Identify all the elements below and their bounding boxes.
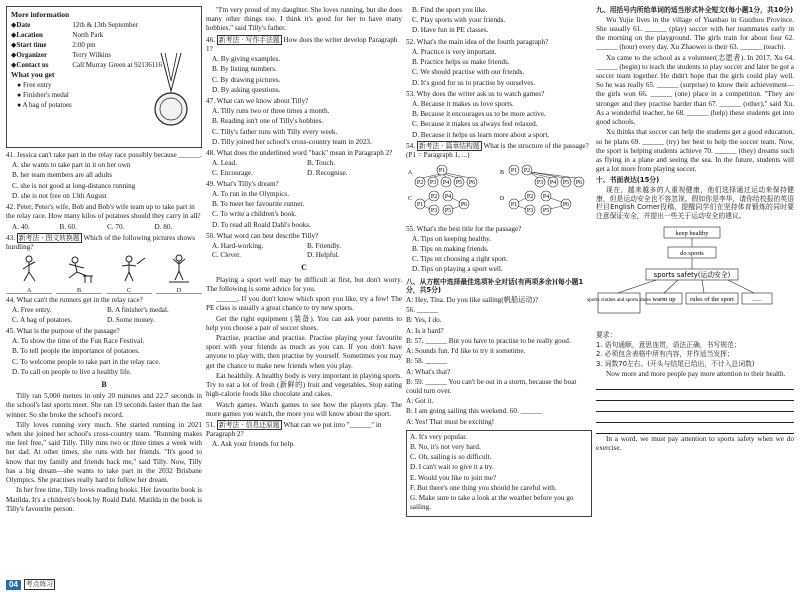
passage-c-p4: Practise, practise and practise. Practise playing your favourite sport with your friends as much as you can. If you don't have anyone to play with, then practise by yourself. Sometimes you may get the chance to make new friends when you play. <box>206 334 402 370</box>
q46-option: B. By listing numbers. <box>212 65 277 74</box>
q50-options: A. Hard-working. B. Friendly. <box>212 242 342 251</box>
struct-node: P6 <box>575 180 583 187</box>
struct-option-d <box>509 191 571 215</box>
struct-option-a <box>415 165 477 187</box>
writing-line[interactable] <box>596 391 794 401</box>
q55-option: B. Tips on making friends. <box>412 244 489 253</box>
q45-option: D. To call on people to live a healthy life. <box>12 367 132 376</box>
struct-node: P1 <box>510 202 518 209</box>
q51-option: B. Find the sport you like. <box>412 6 488 14</box>
dialogue-line: B: 57. ______ But you have to practise to be really good. <box>406 336 571 345</box>
q45-stem: 45. What is the purpose of the passage? <box>6 326 120 335</box>
q55-option: D. Tips on playing a sport well. <box>412 265 503 274</box>
passage-b-label: B <box>101 379 107 389</box>
q41-option: C. she is not good at long-distance running <box>12 181 136 190</box>
struct-node: P5 <box>444 208 452 215</box>
dialogue-line: 56. ______ <box>406 306 439 315</box>
q55-option: C. Tips on choosing a right sport. <box>412 255 508 264</box>
mindmap-leaf-3: rules of the sport <box>690 295 734 303</box>
dialogue-line: B: Yes, I do. <box>406 316 442 325</box>
writing-line[interactable] <box>596 413 794 423</box>
struct-node: P3 <box>526 208 534 215</box>
q55-stem: 55. What's the best title for the passage? <box>406 224 522 233</box>
dialogue-option: F. But there's one thing you should be careful with. <box>410 483 557 492</box>
writing-closing: In a word, we must pay attention to sports safety when we do exercise. <box>596 435 794 453</box>
q41-option: B. her team members are all adults <box>12 171 112 180</box>
struct-node: P3 <box>429 180 437 187</box>
struct-letter: C <box>407 196 413 203</box>
struct-node: P2 <box>526 194 534 201</box>
writing-opening: Now more and more people pay more attention to their health. <box>606 369 786 378</box>
dialogue-options-box <box>406 430 592 517</box>
q53-option: D. Because it helps us learn more about a sport. <box>412 130 550 139</box>
q45-option: B. To tell people the importance of potatoes. <box>12 347 140 356</box>
struct-node: P5 <box>542 208 550 215</box>
q47-stem: 47. What can we know about Tilly? <box>206 96 309 105</box>
info-title: More information <box>11 10 70 19</box>
q46-option: D. By asking questions. <box>212 85 281 94</box>
picture-b: B <box>56 254 102 294</box>
q51-option: D. Have fun in PE classes. <box>412 26 489 35</box>
q50-stem: 50. What word can best describe Tilly? <box>206 231 319 240</box>
q53-option: A. Because it makes us love sports. <box>412 99 514 108</box>
dialogue-line: A: Got it. <box>406 397 434 406</box>
q55-option: A. Tips on keeping healthy. <box>412 234 491 243</box>
q47-option: C. Tilly's father runs with Tilly every week. <box>212 127 338 136</box>
struct-node: P3 <box>430 208 438 215</box>
requirement: 1. 语句通顺，意思连贯，语法正确，书写规范； <box>596 340 741 349</box>
q49-option: B. To meet her favourite runner. <box>212 200 305 209</box>
dialogue-line: B: 59. ______ You can't be out in a storm, because the boat could turn over. <box>406 377 577 395</box>
writing-mindmap <box>587 225 794 325</box>
info-row: ◆Date 12th & 13th September <box>11 20 138 29</box>
q42-stem: 42. Peter, Peter's wife, Bob and Bob's wife team up to take part in the relay race. How many kilos of potatoes should they carry in all? <box>6 203 201 221</box>
mindmap-leaf-4: ...... <box>752 295 762 303</box>
dialogue-line: A: Is it hard? <box>406 326 444 335</box>
struct-node: P2 <box>430 194 438 201</box>
dialogue-option: G. Make sure to take a look at the weather before you go sailing. <box>410 494 574 512</box>
page-label: 考点练习 <box>25 580 54 589</box>
column-4 <box>587 6 794 454</box>
dialogue-option: E. Would you like to join me? <box>410 473 497 482</box>
dialogue-line: A: What's that? <box>406 367 451 376</box>
page-footer <box>6 579 55 590</box>
mindmap-leaf-1: sports clothes and sports shoes <box>587 296 651 303</box>
struct-node: P3 <box>536 180 544 187</box>
page-number: 04 <box>6 580 21 590</box>
q41-option: D. she is not free on 13th August <box>12 191 107 200</box>
q49-option: A. To run in the Olympics. <box>212 189 290 198</box>
q43-stem: 43. 新考法 · 图文转换题 Which of the following pictures shows hurdling? <box>6 233 196 251</box>
dialogue-line: B: I am going sailing this weekend. 60. ______ <box>406 407 543 416</box>
passage-b-p2: Tilly loves running very much. She started running in 2021 when she joined her school's cross-country team. "Running makes me feel free," said Tilly. Tilly runs two or three times a week with her dad. At other times, she runs with her friends. "It's good to know that my family and friends back me," said Tilly. Now, Tilly has a big dream—she wants to take part in the 2032 Brisbane Olympics. She practises really hard to follow her dream. <box>6 420 202 485</box>
struct-node: P1 <box>416 202 424 209</box>
section-9-p1: Wu Yujie lives in the village of Yuanbao in Guizhou Province. She usually 61. ______ (play) soccer with her teammates early in the morning on the playground. The girls train for about four 62. ______ (hour) every day. Xu Zhaowei is their 63. ______ (teach). <box>596 15 794 52</box>
struct-node: P2 <box>416 180 424 187</box>
q49-option: D. To read all Roald Dahl's books. <box>212 220 311 229</box>
dialogue-option: A. It's very popular. <box>410 432 467 441</box>
section-9-p3: Xu thinks that soccer can help the students get a good education, so he plans 69. ______ (try) her best to help the soccer team. Now, the sport is helping students achieve 70. ______ (they) dreams such as flying in a plane and seeing the sea. In the future, students will get a lot more from playing soccer. <box>596 128 794 174</box>
struct-node: P5 <box>562 180 570 187</box>
q52-option: C. We should practise with our friends. <box>412 68 525 77</box>
requirements-title: 要求： <box>596 331 617 340</box>
q53-option: C. Because it makes us always feel relaxed. <box>412 120 538 129</box>
struct-node: P1 <box>438 168 446 175</box>
struct-node: P2 <box>523 168 531 175</box>
section-8-title: 八、从方框中选择最佳选项补全对话(有两项多余)(每小题1分，共5分) <box>406 277 584 295</box>
picture-d: D <box>156 254 202 294</box>
struct-letter: D <box>499 196 505 203</box>
q52-stem: 52. What's the main idea of the fourth paragraph? <box>406 37 549 46</box>
picture-a: A <box>6 254 52 294</box>
struct-node: P5 <box>455 180 463 187</box>
q46-option: C. By drawing pictures. <box>212 75 281 84</box>
q47-option: D. Tilly joined her school's cross-country team in 2023. <box>212 137 372 146</box>
passage-c-p1: Playing a sport well may be difficult at first, but don't worry. The following is some advice for you. <box>206 275 402 293</box>
q51-option: A. Ask your friends for help. <box>212 440 295 449</box>
passage-b-p4: "I'm very proud of my daughter. She loves running, but she does many other things too. I think it's good for her to have many hobbies," said Tilly's father. <box>206 6 402 33</box>
passage-c-p6: Watch games. Watch games to see how the players play. The more games you watch, the more you will know about the sport. <box>206 400 402 418</box>
struct-node: P6 <box>460 202 468 209</box>
struct-node: P4 <box>444 194 452 201</box>
struct-node: P4 <box>549 180 557 187</box>
q45-option: A. To show the time of the Fun Race Festival. <box>12 337 145 346</box>
q44-stem: 44. What can't the runners get in the relay race? <box>6 296 143 305</box>
struct-node: P6 <box>468 180 476 187</box>
passage-c-p2: ______. If you don't know which sport you like, try a few! The PE class is usually a great chance to try new sports. <box>206 295 402 313</box>
column-3 <box>406 6 592 517</box>
struct-node: P6 <box>562 202 570 209</box>
struct-option-b <box>509 165 584 187</box>
q43-pictures <box>6 254 202 294</box>
struct-letter: A <box>407 170 413 177</box>
requirement: 3. 词数70左右。(开头与结尾已给出，不计入总词数) <box>596 360 755 369</box>
dialogue-line: A: Hey, Tina. Do you like sailing(帆船运动)? <box>406 295 539 304</box>
info-get-title: What you get <box>11 70 55 80</box>
writing-line[interactable] <box>596 380 794 390</box>
picture-c: C <box>106 254 152 294</box>
dialogue-option: C. Oh, sailing is so difficult. <box>410 453 492 462</box>
q47-option: B. Reading isn't one of Tilly's hobbies. <box>212 117 324 126</box>
mindmap-mid: do sports <box>680 249 704 257</box>
q49-stem: 49. What's Tilly's dream? <box>206 179 279 188</box>
dialogue-line: A: Yes! That must be exciting! <box>406 417 495 426</box>
q49-option: C. To write a children's book. <box>212 210 297 219</box>
q51-option: C. Play sports with your friends. <box>412 16 506 25</box>
q50-options: C. Clever. D. Helpful. <box>212 251 340 260</box>
structure-diagram <box>406 164 592 216</box>
section-10-prompt: 现在，越来越多的人重视健康，他们选择通过运动来保持健康，但是运动安全也不容忽视。假如你是李华，请你给校报的英语栏目English Corner投稿，提醒同学们在坚持体育锻炼的同时要注意保证安全，并提出一些关于运动安全的建议。 <box>596 186 794 221</box>
writing-line[interactable] <box>596 402 794 412</box>
mindmap-safety: sports safety(运动安全) <box>653 270 731 279</box>
q54-stem: 54. 新考法 · 篇章结构题 What is the structure of the passage? (P1 = Paragraph 1, ...) <box>406 141 589 160</box>
q53-stem: 53. Why does the writer ask us to watch games? <box>406 89 545 98</box>
q52-option: A. Practice is very important. <box>412 47 497 56</box>
mindmap-root: keep healthy <box>675 229 709 237</box>
struct-node: P4 <box>442 180 450 187</box>
info-get-item: ● Free entry <box>17 81 52 90</box>
q48-options: A. Lead. B. Touch. <box>212 159 335 168</box>
requirement: 2. 必须包含表格中所有内容，并作适当发挥； <box>596 350 734 359</box>
medal-illustration <box>149 51 193 131</box>
section-9-p2: Xu came to the school as a volunteer(志愿者). In 2017, Xu 64. ______ (begin) to teach the students to play soccer and later he got a soccer team together. He didn't hope that the girls could play well. So he was really 65. ______ (surprise) to know their achievement—the girls won 66. ______ (one) place in a competition. "They are stronger and they practise harder than 67. ______ (other)," said Xu. As a wonderful teacher, he 68. ______ (help) these students get into good schools. <box>596 53 794 127</box>
q48-options: C. Encourage. D. Recognise. <box>212 168 348 177</box>
writing-line[interactable] <box>596 424 794 434</box>
q44-options: C. A bag of potatoes. D. Some money. <box>12 315 155 324</box>
section-10-title: 十、书面表达(15分) <box>596 176 660 185</box>
passage-c-p3: Get the right equipment (装备). You can ask your parents to help you choose a pair of soccer shoes. <box>206 314 402 332</box>
column-1 <box>6 6 202 515</box>
passage-c-label: C <box>301 263 307 273</box>
passage-b-p1: Tilly ran 5,000 metres in only 20 minutes and 22.7 seconds in the school's last sports meet. She ran 19 seconds faster than the last winner. So she broke the school's record. <box>6 392 202 419</box>
q47-option: A. Tilly runs two or three times a month. <box>212 107 330 116</box>
struct-node: P1 <box>510 168 518 175</box>
q46-stem: 46. 新考法 · 写作手法题 How does the writer develop Paragraph 1? <box>206 35 398 53</box>
info-row: ◆Start time 2:00 pm <box>11 40 96 49</box>
info-row: ◆Contact us Call Murray Green at 92136116 <box>11 60 162 69</box>
q41-stem: 41. Jessica can't take part in the relay race possibly because ______. <box>6 151 202 159</box>
struct-option-c <box>415 191 469 215</box>
q45-option: C. To welcome people to take part in the relay race. <box>12 357 161 366</box>
info-row: ◆Location North Park <box>11 30 104 39</box>
q53-option: B. Because it encourages us to be more active. <box>412 110 546 119</box>
dialogue-line: A: Sounds fun. I'd like to try it sometime. <box>406 347 526 356</box>
q46-option: A. By giving examples. <box>212 55 281 64</box>
struct-letter: B <box>499 170 505 177</box>
q44-options: A. Free entry. B. A finisher's medal. <box>12 306 169 315</box>
section-9-title: 九、用括号内所给单词的适当形式补全短文(每小题1分，共10分) <box>596 6 794 14</box>
dialogue-option: B. No, it's not very hard. <box>410 443 481 452</box>
q41-option: A. she wants to take part in it on her own <box>12 161 131 170</box>
dialogue-line: B: 58. ______ <box>406 357 447 366</box>
q52-option: B. Practice helps us make friends. <box>412 58 510 67</box>
q51-stem: 51. 新考法 · 信息还原题 What can we put into "______" in Paragraph 2? <box>206 420 382 439</box>
q52-option: D. It's good for us to practise by ourselves. <box>412 78 536 87</box>
info-get-item: ● A bag of potatoes <box>17 101 72 110</box>
passage-c-p5: Eat healthily. A healthy body is very important in playing sports. Try to eat a lot of fresh (新鲜的) fruit and vegetables. Stop eating high-calorie foods like chocolate and cakes. <box>206 371 402 399</box>
q48-stem: 48. What does the underlined word "back" mean in Paragraph 2? <box>206 149 393 158</box>
mindmap-leaf-2: warm up <box>652 295 676 303</box>
struct-node: P4 <box>542 194 550 201</box>
column-2 <box>206 6 402 451</box>
info-get-item: ● Finisher's medal <box>17 91 69 100</box>
info-row: ◆Organizer Terry Wilkins <box>11 50 111 59</box>
dialogue-option: D. I can't wait to give it a try. <box>410 463 494 472</box>
q42-options: A. 40. B. 60. C. 70. D. 80. <box>12 222 173 231</box>
passage-b-p3: In her free time, Tilly loves reading books. Her favourite book is Matilda. It's a children's book by Roald Dahl. Matilda in the book is Tilly's favourite person. <box>6 486 202 513</box>
info-box <box>6 6 202 148</box>
